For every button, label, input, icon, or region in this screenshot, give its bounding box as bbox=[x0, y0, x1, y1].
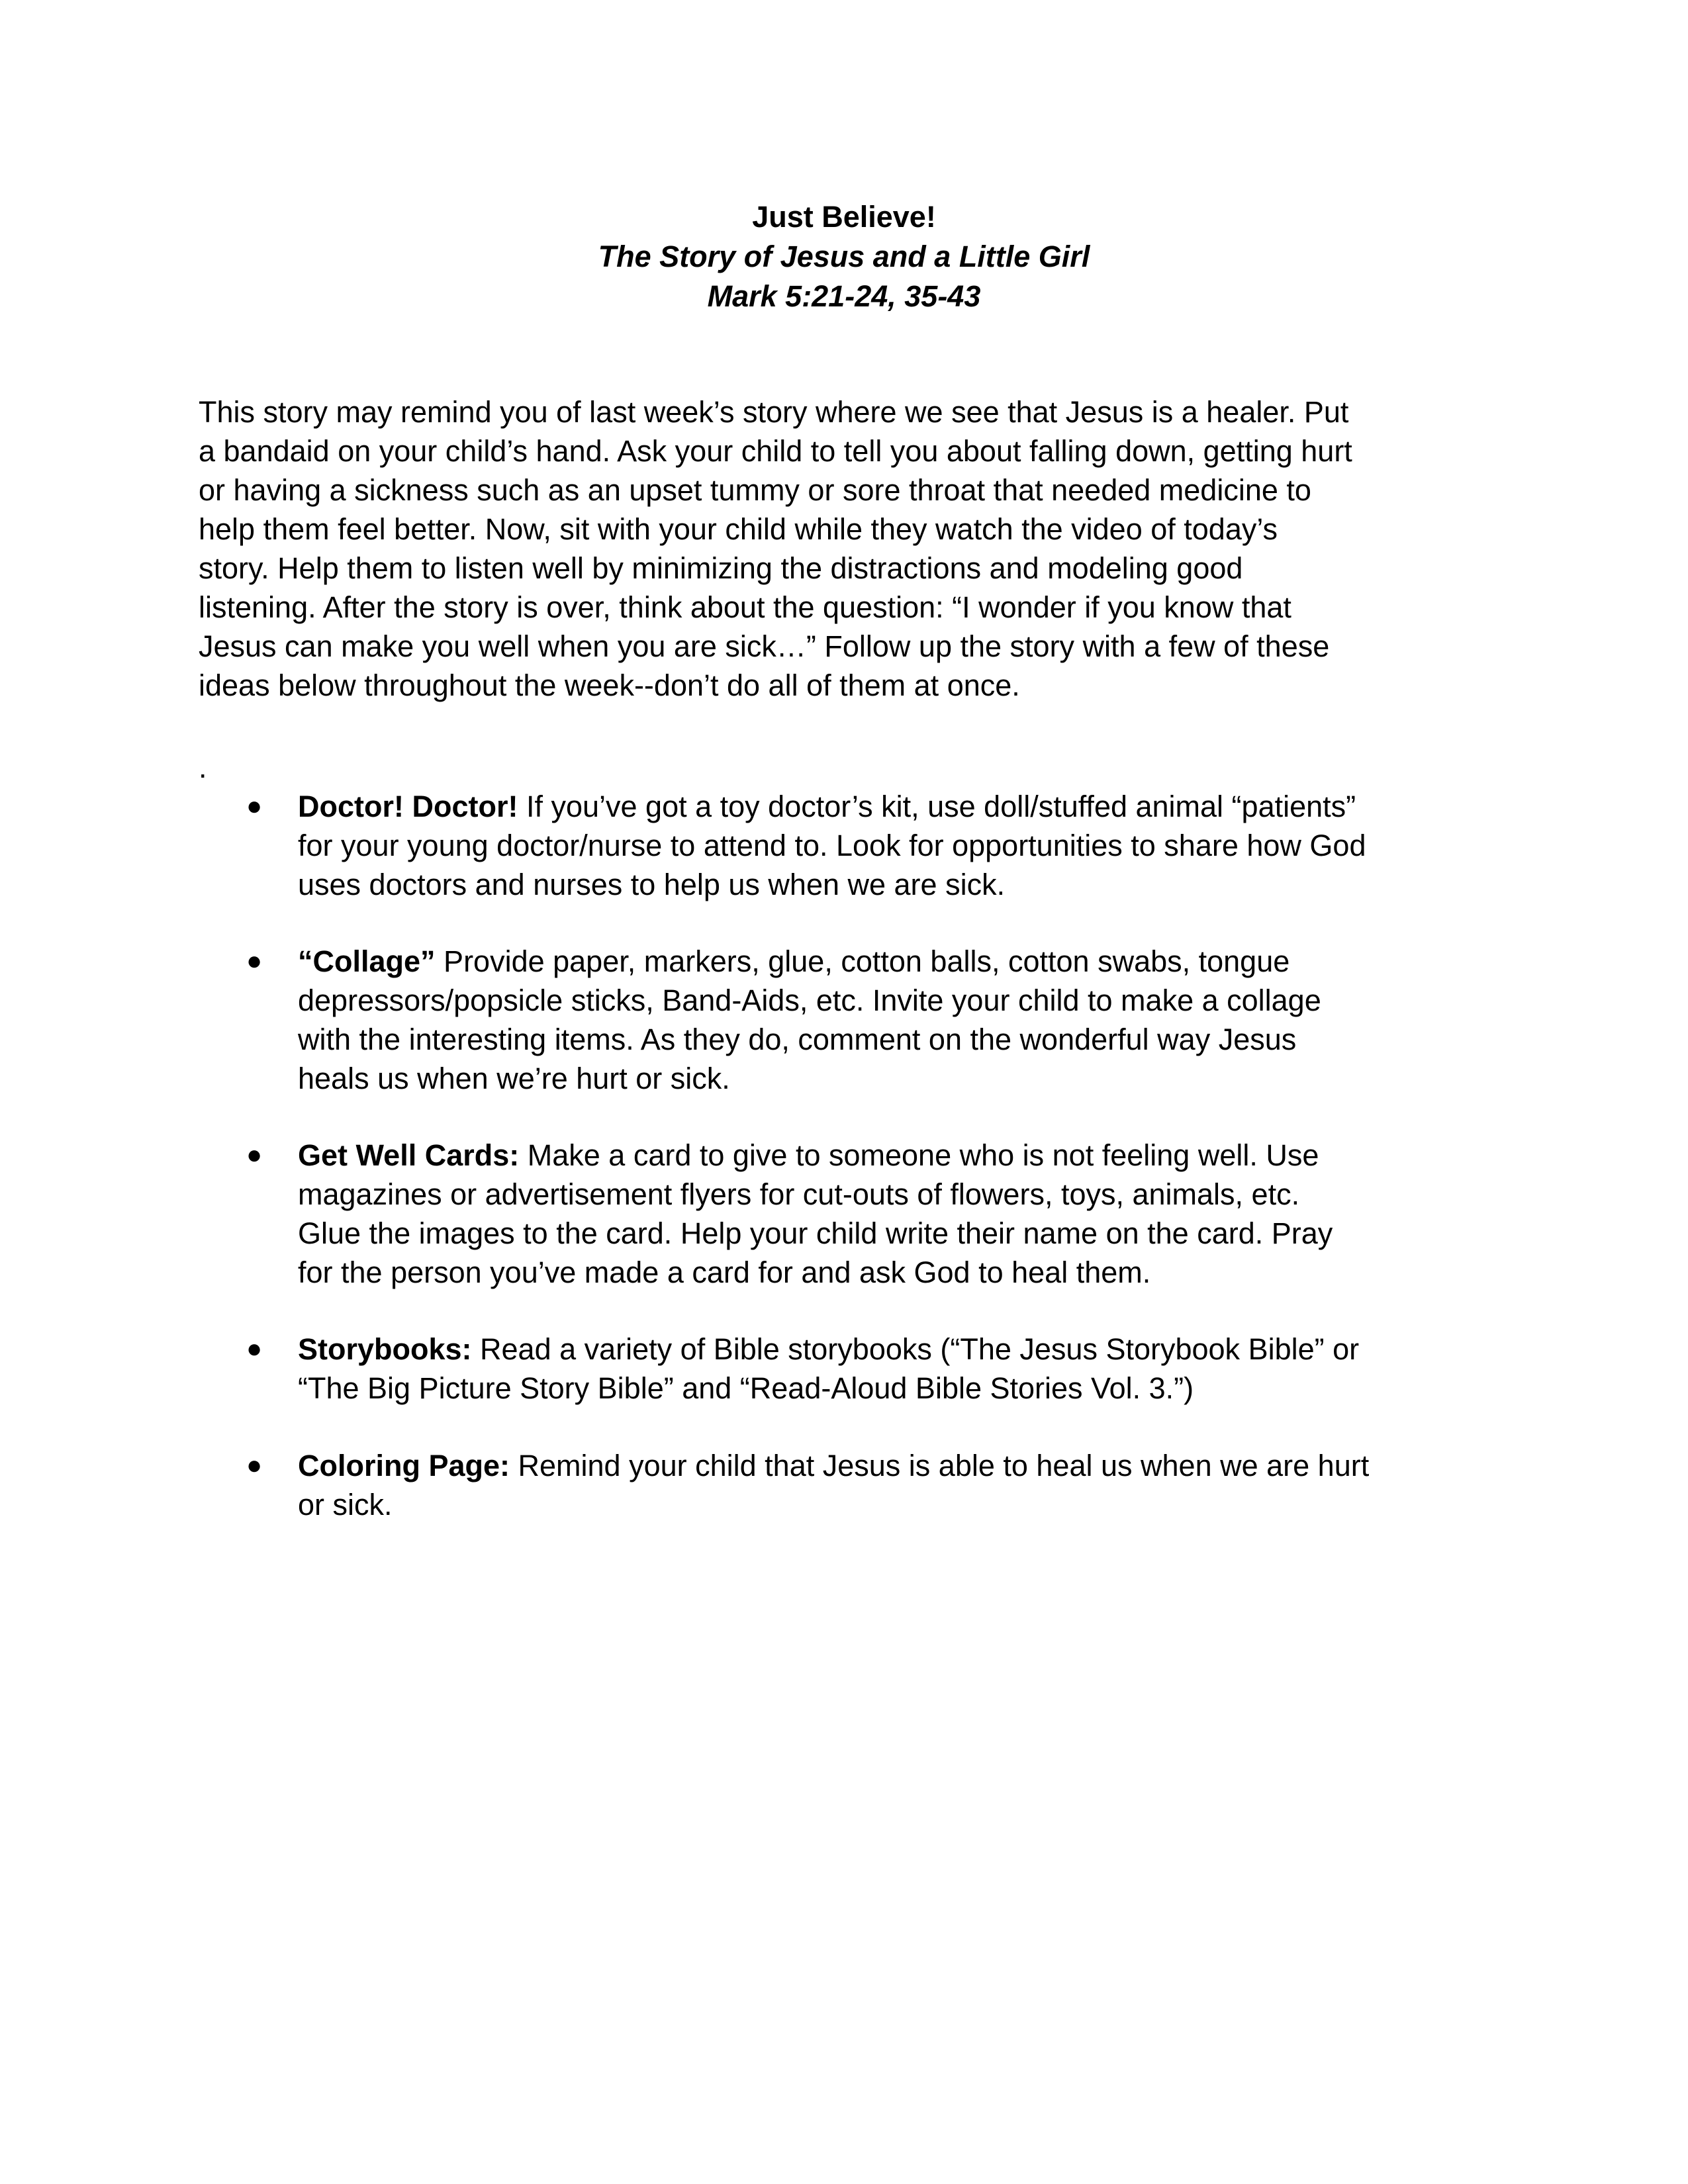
activity-heading: “Collage” bbox=[298, 944, 436, 978]
activity-line: magazines or advertisement flyers for cut-outs of flowers, toys, animals, etc. bbox=[298, 1177, 1300, 1211]
intro-line: ideas below throughout the week--don’t do all of them at once. bbox=[199, 668, 1020, 702]
intro-line: story. Help them to listen well by minimizing the distractions and modeling good bbox=[199, 551, 1243, 585]
activity-text bbox=[298, 1136, 1509, 1292]
activity-text bbox=[298, 1330, 1509, 1408]
activity-line: heals us when we’re hurt or sick. bbox=[298, 1062, 730, 1095]
activity-line: Glue the images to the card. Help your child write their name on the card. Pray bbox=[298, 1216, 1333, 1250]
intro-paragraph bbox=[199, 392, 1496, 705]
activity-heading: Doctor! Doctor! bbox=[298, 790, 518, 823]
intro-line: help them feel better. Now, sit with your child while they watch the video of today’s bbox=[199, 512, 1278, 546]
activity-line: for the person you’ve made a card for and ask God to heal them. bbox=[298, 1255, 1151, 1289]
activity-line: “The Big Picture Story Bible” and “Read-Aloud Bible Stories Vol. 3.”) bbox=[298, 1371, 1194, 1405]
intro-line: Jesus can make you well when you are sick…” Follow up the story with a few of these bbox=[199, 629, 1330, 663]
activity-text bbox=[298, 787, 1509, 904]
intro-line: listening. After the story is over, think about the question: “I wonder if you know that bbox=[199, 590, 1291, 624]
activity-heading: Get Well Cards: bbox=[298, 1138, 520, 1172]
activity-heading: Storybooks: bbox=[298, 1332, 472, 1366]
activity-first-line bbox=[298, 942, 1509, 981]
scripture-reference: Mark 5:21-24, 35-43 bbox=[707, 279, 981, 313]
intro-line: This story may remind you of last week’s story where we see that Jesus is a healer. Put bbox=[199, 395, 1349, 429]
activity-first-text: Remind your child that Jesus is able to heal us when we are hurt bbox=[510, 1449, 1370, 1482]
bullet-icon: ● bbox=[246, 1451, 263, 1480]
bullet-icon: ● bbox=[246, 792, 263, 821]
activity-line: with the interesting items. As they do, comment on the wonderful way Jesus bbox=[298, 1023, 1297, 1056]
title-block bbox=[0, 197, 1688, 316]
activity-first-text: Provide paper, markers, glue, cotton balls, cotton swabs, tongue bbox=[435, 944, 1290, 978]
intro-line: or having a sickness such as an upset tummy or sore throat that needed medicine to bbox=[199, 473, 1311, 507]
page-subtitle: The Story of Jesus and a Little Girl bbox=[598, 240, 1090, 273]
bullet-icon: ● bbox=[246, 1334, 263, 1363]
activity-first-line bbox=[298, 1446, 1509, 1485]
activity-line: uses doctors and nurses to help us when we are sick. bbox=[298, 868, 1006, 901]
activity-line: depressors/popsicle sticks, Band-Aids, etc. Invite your child to make a collage bbox=[298, 983, 1321, 1017]
activity-line: for your young doctor/nurse to attend to. Look for opportunities to share how God bbox=[298, 829, 1366, 862]
page-title: Just Believe! bbox=[752, 200, 936, 234]
bullet-icon: ● bbox=[246, 946, 263, 976]
bullet-icon: ● bbox=[246, 1140, 263, 1169]
activity-text bbox=[298, 942, 1509, 1098]
activity-first-text: Make a card to give to someone who is not feeling well. Use bbox=[519, 1138, 1319, 1172]
activity-first-line bbox=[298, 1136, 1509, 1175]
activity-first-line bbox=[298, 787, 1509, 826]
activity-text bbox=[298, 1446, 1509, 1524]
intro-line: a bandaid on your child’s hand. Ask your child to tell you about falling down, getting hurt bbox=[199, 434, 1352, 468]
activity-line: or sick. bbox=[298, 1488, 393, 1522]
stray-period: . bbox=[199, 751, 207, 784]
activity-first-text: Read a variety of Bible storybooks (“The Jesus Storybook Bible” or bbox=[471, 1332, 1360, 1366]
activity-first-text: If you’ve got a toy doctor’s kit, use doll/stuffed animal “patients” bbox=[518, 790, 1356, 823]
activity-first-line bbox=[298, 1330, 1509, 1369]
activity-heading: Coloring Page: bbox=[298, 1449, 510, 1482]
